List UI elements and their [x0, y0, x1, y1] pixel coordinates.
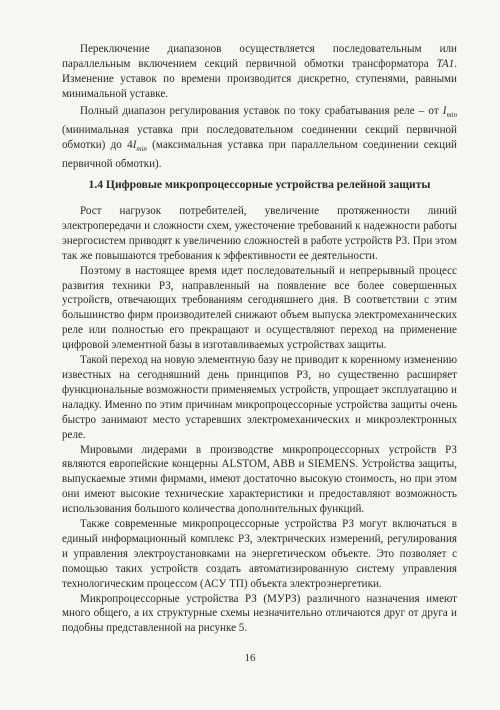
paragraph: Такой переход на новую элементную базу не приводит к коренному изменению известных на сегодняшний день принципов РЗ, но существенно расширяет функциональные возможности применяемых устройств, упрощает эксплуатацию и наладку. Именно по этим причинам микропроцессорные устройства защиты очень быстро занимают место устаревших электромеханических и микроэлектронных реле.	[62, 354, 457, 441]
section-body	[62, 204, 457, 636]
paragraph-range-switching: Переключение диапазонов осуществляется последовательным или параллельным включением секций первичной обмотки трансформатора TA1. Изменение уставок по времени производится дискретно, ступенями, равными минимальной уставке.	[62, 43, 457, 100]
ta1-label: TA1	[436, 57, 455, 70]
section-heading: 1.4 Цифровые микропроцессорные устройства релейной защиты	[88, 178, 431, 191]
paragraph: Мировыми лидерами в производстве микропроцессорных устройств РЗ являются европейские концерны ALSTOM, ABB и SIEMENS. Устройства защиты, выпускаемые этими фирмами, имеют достаточно высокую стоимость, но при этом они имеют высокие технические характеристики и предоставляют возможность использования большого количества дополнительных функций.	[62, 443, 457, 516]
page-number: 16	[244, 652, 256, 664]
paragraph: Рост нагрузок потребителей, увеличение протяженности линий электропередачи и сложности схем, ужесточение требований к надежности работы энергосистем приводят к увеличению сложностей в работе устройств РЗ. При этом так же повышаются требования к эффективности ее деятельности.	[62, 205, 457, 262]
paragraph-full-range: Полный диапазон регулирования уставок по току срабатывания реле – от $I_{min}$ (минимальная уставка при последовательном соединении секций первичной обмотки) до $4I_{min}$ (максимальная уставка при параллельном соединении секций первичной обмотки).	[62, 104, 457, 170]
paragraph: Также современные микропроцессорные устройства РЗ могут включаться в единый информационный комплекс РЗ, электрических измерений, регулирования и управления электроустановками на энергетическом объекте. Это позволяет с помощью таких устройств создать автоматизированную систему управления технологическим процессом (АСУ ТП) объекта электроэнергетики.	[62, 518, 457, 590]
paragraph: Микропроцессорные устройства РЗ (МУРЗ) различного назначения имеют много общего, а их структурные схемы незначительно отличаются друг от друга и подобны представленной на рисунке 5.	[62, 592, 457, 635]
paragraph: Поэтому в настоящее время идет последовательный и непрерывный процесс развития техники РЗ, направленный на появление все более совершенных устройств, отвечающих требованиям сегодняшнего дня. В соответствии с этим большинство фирм производителей снижают объем выпуска электромеханических реле или полностью его прекращают и осуществляют переход на применение цифровой элементной базы в изготавливаемых устройствах защиты.	[62, 264, 457, 352]
top-paragraphs	[62, 42, 457, 172]
